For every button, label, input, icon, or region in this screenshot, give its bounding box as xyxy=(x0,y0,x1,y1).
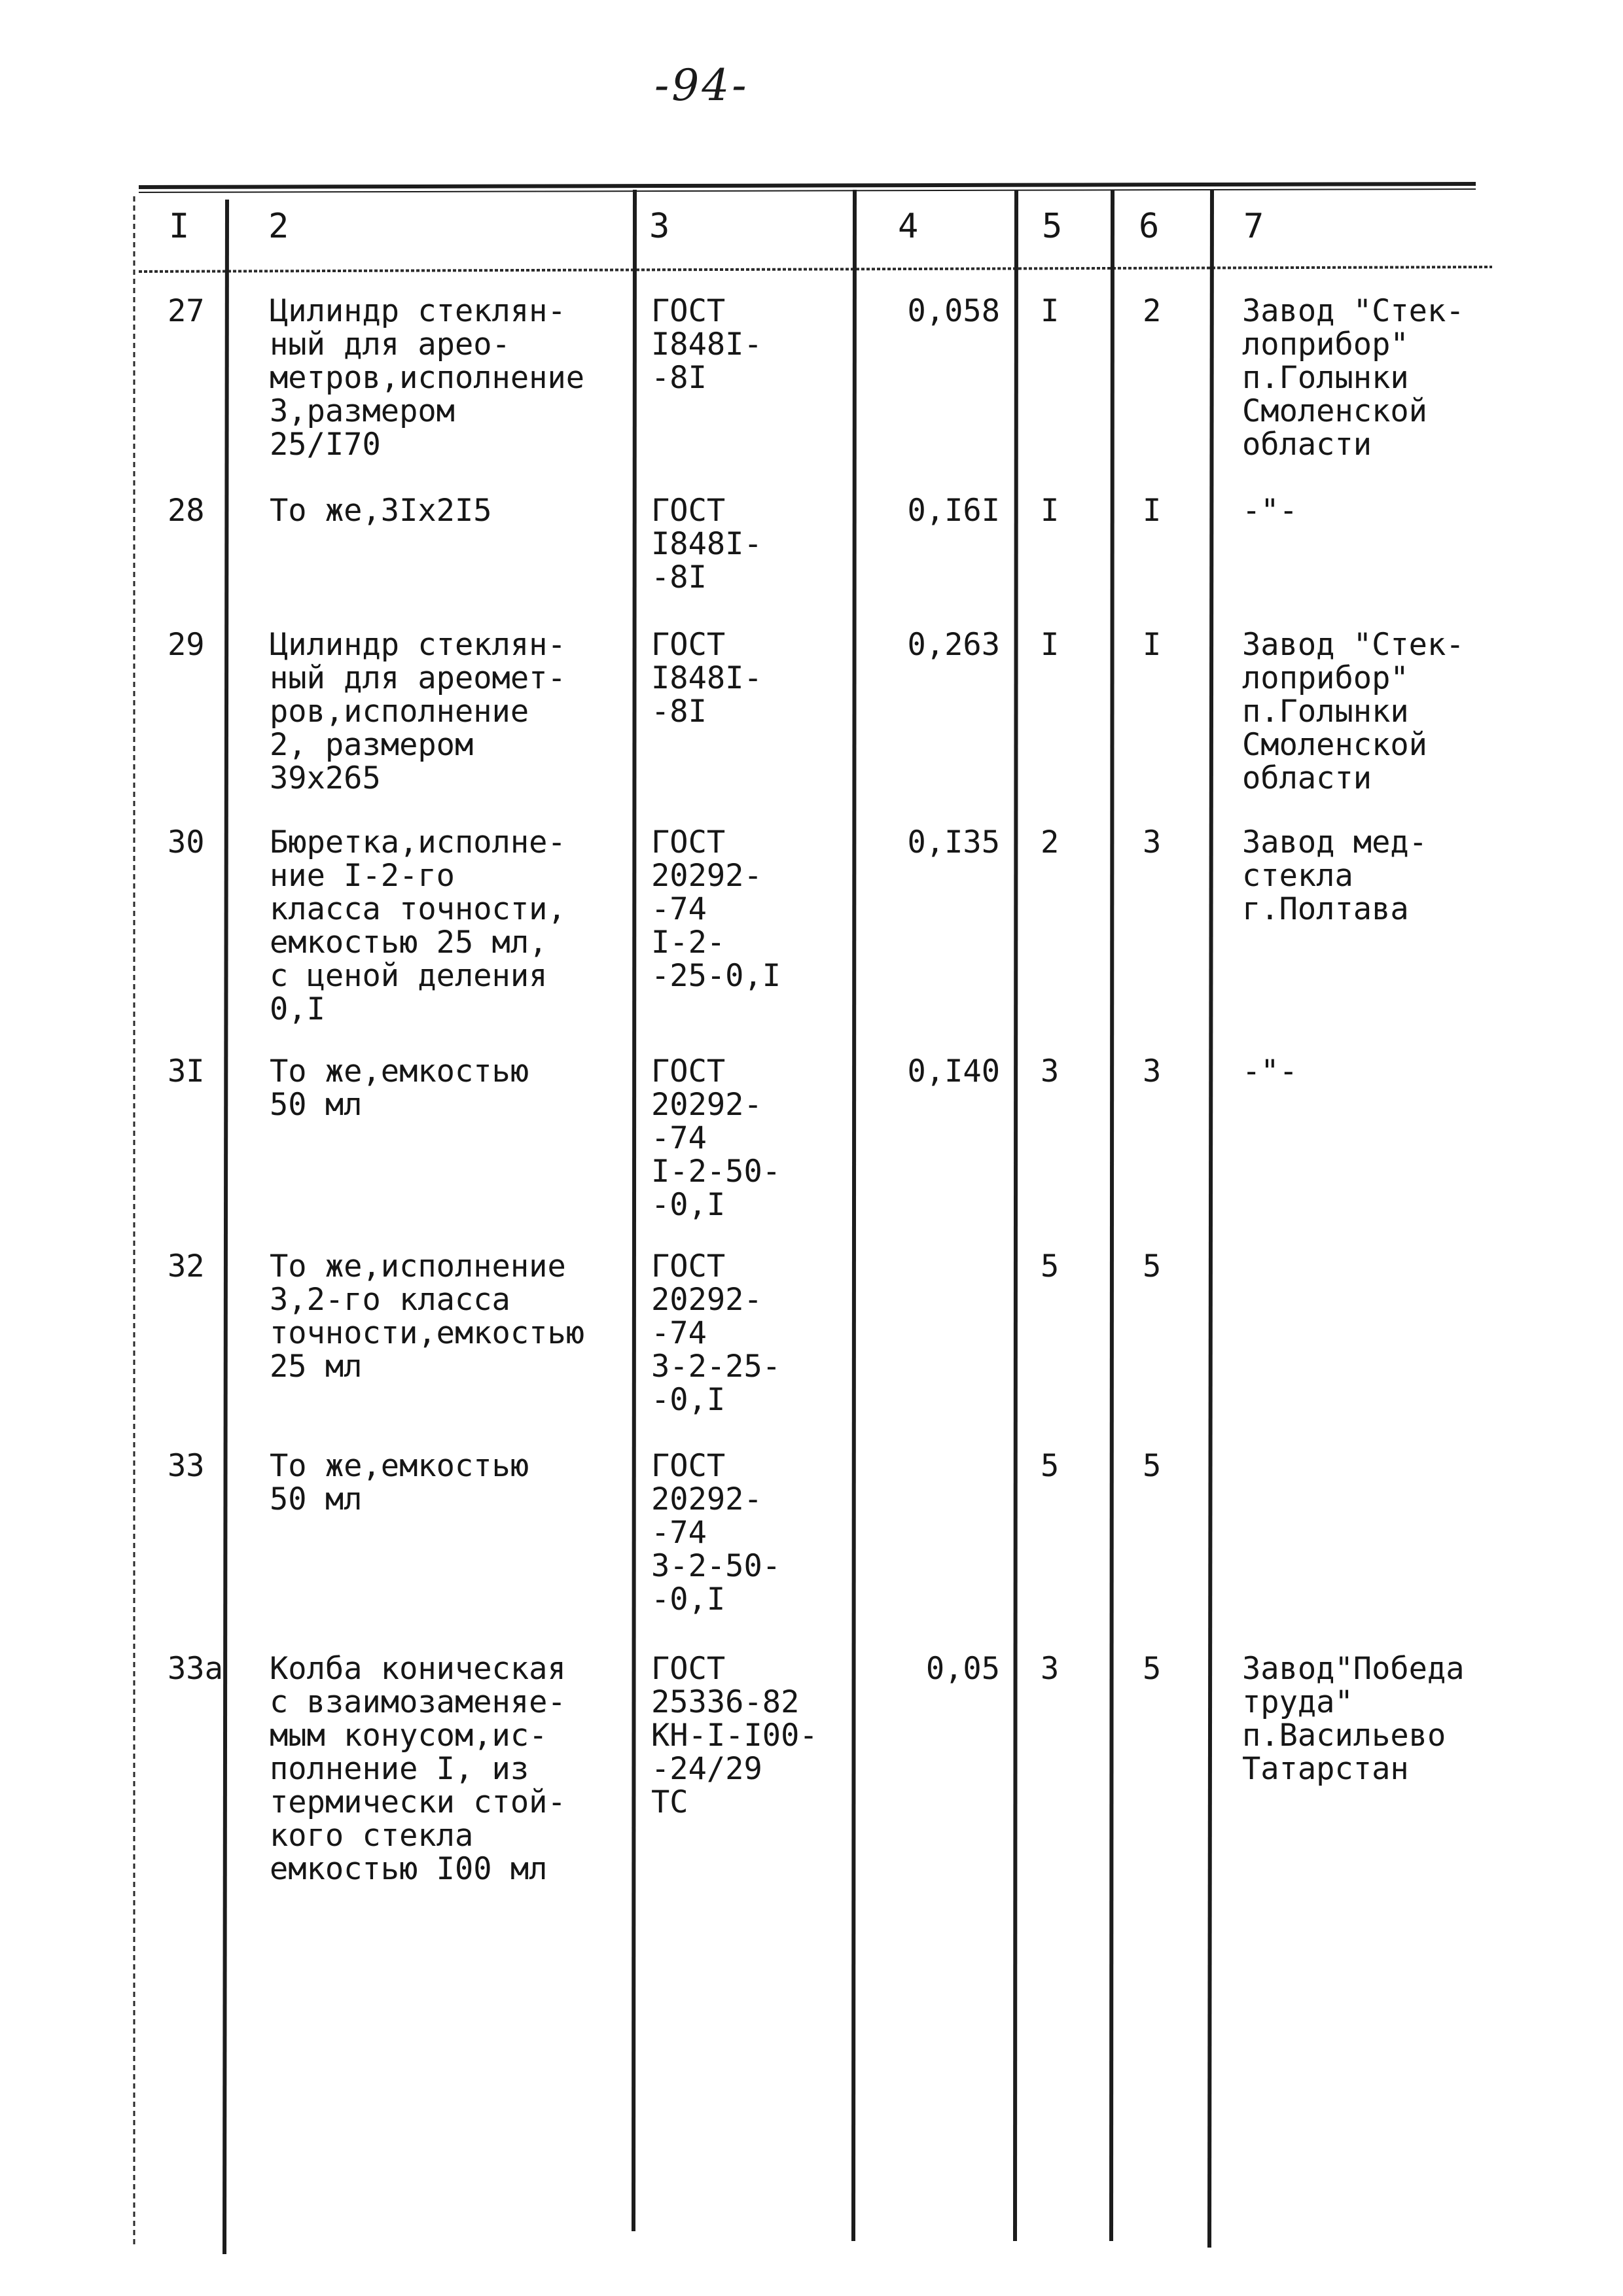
standard-line: 3-2-50- xyxy=(651,1548,781,1584)
cell-col5 xyxy=(1041,1250,1059,1283)
page-number: -94- xyxy=(654,60,749,111)
maker-line: г.Полтава xyxy=(1242,891,1409,927)
name-line: полнение I, из xyxy=(270,1751,529,1787)
value-line: 0,I40 xyxy=(907,1053,1000,1089)
column-rule-5 xyxy=(1111,190,1113,2241)
maker-line: п.Голынки xyxy=(1242,360,1409,396)
standard-line: -8I xyxy=(651,559,707,595)
name-line: То же,емкостью xyxy=(270,1053,529,1089)
name-line: 2, размером xyxy=(270,727,474,763)
num-line: 33 xyxy=(168,1448,205,1484)
cell-name xyxy=(270,1055,529,1122)
cell-col5 xyxy=(1041,826,1059,859)
standard-line: I-2- xyxy=(651,925,726,961)
standard-line: -24/29 xyxy=(651,1751,762,1787)
cell-name xyxy=(270,628,566,795)
name-line: точности,емкостью xyxy=(270,1315,585,1351)
cell-col6 xyxy=(1143,1250,1161,1283)
cell-standard xyxy=(651,494,762,594)
cell-maker xyxy=(1242,628,1465,795)
cell-name xyxy=(270,1250,584,1383)
column-header-2: 2 xyxy=(268,207,289,246)
col5-line: 3 xyxy=(1041,1053,1060,1089)
column-header-6: 6 xyxy=(1139,207,1160,246)
cell-col5 xyxy=(1041,628,1059,662)
standard-line: -8I xyxy=(651,694,707,730)
standard-line: ГОСТ xyxy=(651,293,726,329)
standard-line: ГОСТ xyxy=(651,1448,726,1484)
cell-standard xyxy=(651,1652,818,1819)
cell-name xyxy=(270,494,492,527)
cell-col5 xyxy=(1041,1449,1059,1483)
standard-line: ГОСТ xyxy=(651,627,726,663)
cell-standard xyxy=(651,1055,781,1222)
cell-num xyxy=(168,1250,205,1283)
num-line: 27 xyxy=(168,293,205,329)
name-line: емкостью I00 мл xyxy=(270,1851,548,1887)
name-line: Бюретка,исполне- xyxy=(270,824,566,860)
cell-name xyxy=(270,826,566,1026)
standard-line: ГОСТ xyxy=(651,493,726,529)
cell-num xyxy=(168,1449,205,1483)
cell-standard xyxy=(651,826,781,993)
name-line: 50 мл xyxy=(270,1481,363,1517)
standard-line: 25336-82 xyxy=(651,1684,800,1720)
num-line: 29 xyxy=(168,627,205,663)
column-rule-6 xyxy=(1209,190,1212,2248)
value-line: 0,263 xyxy=(907,627,1000,663)
standard-line: 20292- xyxy=(651,1087,762,1123)
name-line: ный для ареомет- xyxy=(270,660,566,696)
standard-line: I-2-50- xyxy=(651,1154,781,1190)
maker-line: Татарстан xyxy=(1242,1751,1409,1787)
maker-line: Смоленской xyxy=(1242,727,1427,763)
standard-line: 20292- xyxy=(651,1282,762,1318)
name-line: кого стекла xyxy=(270,1818,474,1854)
maker-line: Смоленской xyxy=(1242,393,1427,429)
col6-line: 5 xyxy=(1143,1248,1162,1284)
cell-standard xyxy=(651,294,762,395)
col5-line: 5 xyxy=(1041,1248,1060,1284)
standard-line: ГОСТ xyxy=(651,824,726,860)
col5-line: 5 xyxy=(1041,1448,1060,1484)
standard-line: 20292- xyxy=(651,1481,762,1517)
cell-value xyxy=(843,1652,1000,1686)
maker-line: Завод мед- xyxy=(1242,824,1427,860)
standard-line: -0,I xyxy=(651,1187,726,1223)
cell-col6 xyxy=(1143,1652,1161,1686)
column-header-7: 7 xyxy=(1243,207,1264,246)
standard-line: -74 xyxy=(651,1315,707,1351)
col6-line: 3 xyxy=(1143,824,1162,860)
standard-line: -25-0,I xyxy=(651,958,781,994)
cell-maker xyxy=(1242,826,1427,926)
num-line: 3I xyxy=(168,1053,205,1089)
cell-value xyxy=(843,628,1000,662)
column-rule-4 xyxy=(1015,190,1016,2241)
name-line: емкостью 25 мл, xyxy=(270,925,548,961)
col6-line: 3 xyxy=(1143,1053,1162,1089)
cell-standard xyxy=(651,628,762,728)
maker-line: труда" xyxy=(1242,1684,1353,1720)
standard-line: -74 xyxy=(651,891,707,927)
cell-num xyxy=(168,826,205,859)
maker-line: области xyxy=(1242,427,1372,463)
maker-line: стекла xyxy=(1242,858,1353,894)
name-line: с ценой деления xyxy=(270,958,548,994)
column-rule-2 xyxy=(633,190,635,2231)
header-separator xyxy=(139,267,1492,272)
table-top-rule xyxy=(139,184,1476,187)
standard-line: ГОСТ xyxy=(651,1053,726,1089)
column-header-4: 4 xyxy=(898,207,919,246)
name-line: То же,емкостью xyxy=(270,1448,529,1484)
cell-num xyxy=(168,1055,205,1088)
name-line: 39х265 xyxy=(270,760,381,796)
col5-line: 3 xyxy=(1041,1651,1060,1687)
name-line: Цилиндр стеклян- xyxy=(270,293,566,329)
cell-col5 xyxy=(1041,1652,1059,1686)
column-header-1: I xyxy=(169,207,190,246)
cell-col5 xyxy=(1041,494,1059,527)
cell-maker xyxy=(1242,1652,1465,1786)
col6-line: I xyxy=(1143,493,1162,529)
cell-col6 xyxy=(1143,1449,1161,1483)
name-line: Цилиндр стеклян- xyxy=(270,627,566,663)
cell-num xyxy=(168,628,205,662)
maker-line: лоприбор" xyxy=(1242,660,1409,696)
standard-line: I848I- xyxy=(651,526,762,562)
standard-line: I848I- xyxy=(651,660,762,696)
cell-col6 xyxy=(1143,494,1161,527)
cell-maker xyxy=(1242,294,1465,461)
name-line: 25 мл xyxy=(270,1349,363,1385)
standard-line: 20292- xyxy=(651,858,762,894)
cell-num xyxy=(168,1652,223,1686)
standard-line: -74 xyxy=(651,1120,707,1156)
cell-maker xyxy=(1242,494,1298,527)
cell-standard xyxy=(651,1449,781,1616)
col6-line: 2 xyxy=(1143,293,1162,329)
value-line: 0,I35 xyxy=(907,824,1000,860)
name-line: 25/I70 xyxy=(270,427,381,463)
standard-line: ГОСТ xyxy=(651,1651,726,1687)
cell-col5 xyxy=(1041,1055,1059,1088)
cell-name xyxy=(270,294,584,461)
standard-line: -8I xyxy=(651,360,707,396)
maker-line: лоприбор" xyxy=(1242,327,1409,362)
num-line: 32 xyxy=(168,1248,205,1284)
standard-line: -0,I xyxy=(651,1581,726,1617)
name-line: мым конусом,ис- xyxy=(270,1718,548,1754)
name-line: ный для арео- xyxy=(270,327,510,362)
name-line: То же,исполнение xyxy=(270,1248,566,1284)
maker-line: п.Голынки xyxy=(1242,694,1409,730)
name-line: 0,I xyxy=(270,991,325,1027)
name-line: Колба коническая xyxy=(270,1651,566,1687)
cell-name xyxy=(270,1652,566,1886)
cell-value xyxy=(843,826,1000,859)
standard-line: -74 xyxy=(651,1515,707,1551)
name-line: ров,исполнение xyxy=(270,694,529,730)
num-line: 28 xyxy=(168,493,205,529)
col5-line: I xyxy=(1041,493,1060,529)
column-header-5: 5 xyxy=(1042,207,1063,246)
name-line: 3,2-го класса xyxy=(270,1282,510,1318)
standard-line: КН-I-I00- xyxy=(651,1718,818,1754)
cell-col6 xyxy=(1143,826,1161,859)
maker-line: -"- xyxy=(1242,1053,1298,1089)
maker-line: п.Васильево xyxy=(1242,1718,1446,1754)
cell-value xyxy=(843,494,1000,527)
value-line: 0,05 xyxy=(925,1651,1000,1687)
column-header-3: 3 xyxy=(649,207,670,246)
name-line: То же,3Iх2I5 xyxy=(270,493,492,529)
cell-col6 xyxy=(1143,1055,1161,1088)
cell-num xyxy=(168,294,205,328)
cell-num xyxy=(168,494,205,527)
value-line: 0,058 xyxy=(907,293,1000,329)
name-line: 50 мл xyxy=(270,1087,363,1123)
name-line: метров,исполнение xyxy=(270,360,585,396)
num-line: 33а xyxy=(168,1651,223,1687)
standard-line: ТС xyxy=(651,1784,688,1820)
value-line: 0,I6I xyxy=(907,493,1000,529)
name-line: с взаимозаменяе- xyxy=(270,1684,566,1720)
cell-col5 xyxy=(1041,294,1059,328)
maker-line: Завод "Стек- xyxy=(1242,627,1465,663)
cell-col6 xyxy=(1143,294,1161,328)
standard-line: -0,I xyxy=(651,1382,726,1418)
cell-standard xyxy=(651,1250,781,1417)
cell-maker xyxy=(1242,1055,1298,1088)
maker-line: Завод "Стек- xyxy=(1242,293,1465,329)
cell-value xyxy=(843,1055,1000,1088)
cell-name xyxy=(270,1449,529,1516)
col6-line: I xyxy=(1143,627,1162,663)
col5-line: I xyxy=(1041,627,1060,663)
name-line: класса точности, xyxy=(270,891,566,927)
name-line: 3,размером xyxy=(270,393,455,429)
name-line: ние I-2-го xyxy=(270,858,455,894)
standard-line: 3-2-25- xyxy=(651,1349,781,1385)
col5-line: I xyxy=(1041,293,1060,329)
table-top-rule-thin xyxy=(139,189,1476,192)
maker-line: -"- xyxy=(1242,493,1298,529)
col6-line: 5 xyxy=(1143,1448,1162,1484)
col6-line: 5 xyxy=(1143,1651,1162,1687)
maker-line: Завод"Победа xyxy=(1242,1651,1465,1687)
num-line: 30 xyxy=(168,824,205,860)
standard-line: I848I- xyxy=(651,327,762,362)
cell-value xyxy=(843,294,1000,328)
standard-line: ГОСТ xyxy=(651,1248,726,1284)
cell-col6 xyxy=(1143,628,1161,662)
maker-line: области xyxy=(1242,760,1372,796)
col5-line: 2 xyxy=(1041,824,1060,860)
column-rule-1 xyxy=(224,200,227,2254)
name-line: термически стой- xyxy=(270,1784,566,1820)
